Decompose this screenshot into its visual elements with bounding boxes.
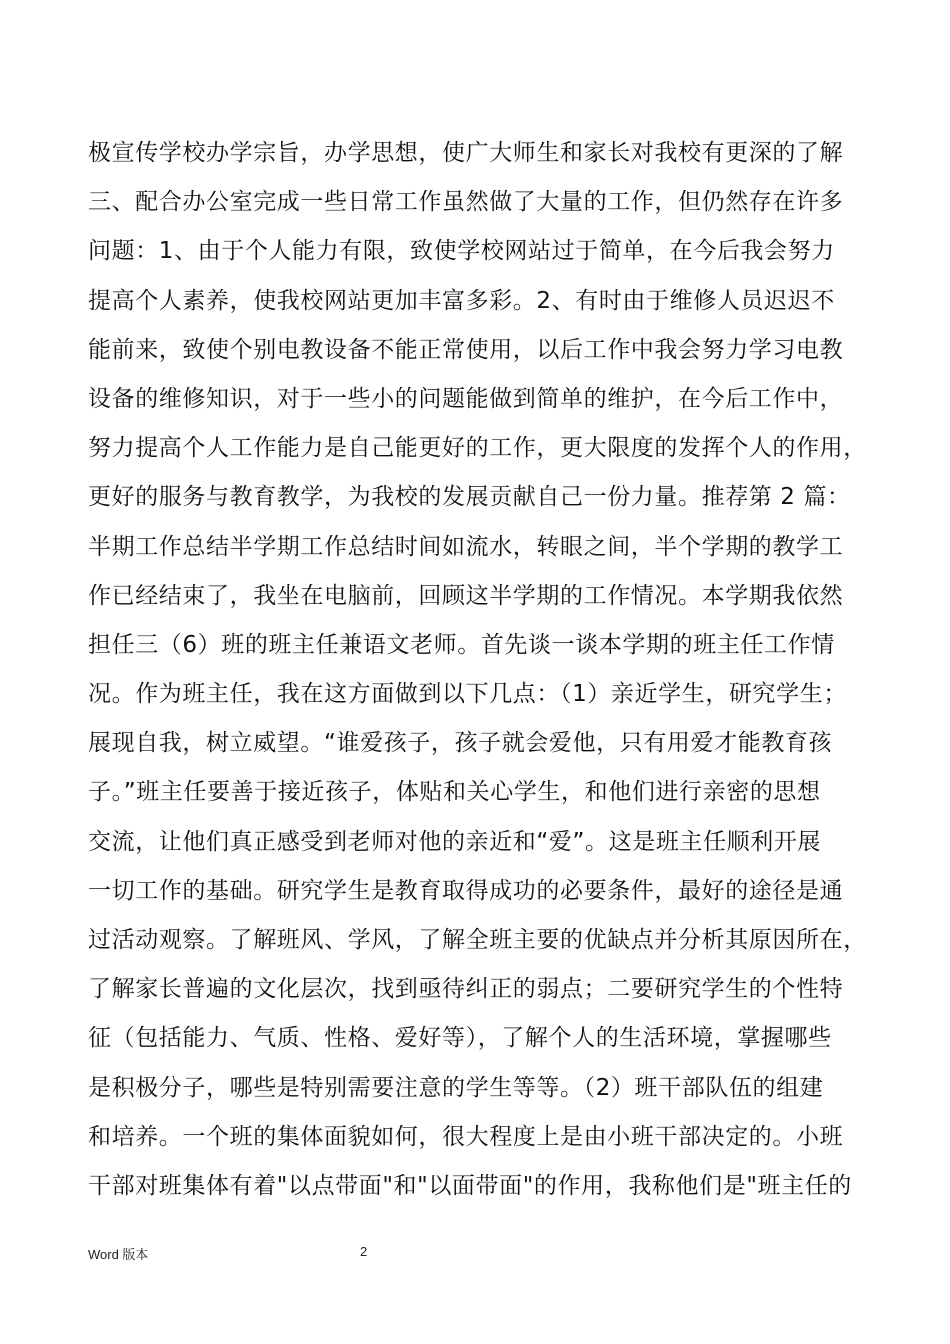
page-number: 2: [360, 1244, 368, 1259]
text-line: 作已经结束了，我坐在电脑前，回顾这半学期的工作情况。本学期我依然: [88, 582, 844, 609]
text-line: 设备的维修知识，对于一些小的问题能做到简单的维护，在今后工作中，: [88, 385, 844, 412]
text-line: 努力提高个人工作能力是自己能更好的工作，更大限度的发挥个人的作用，: [88, 435, 867, 462]
text-line: 问题：1、由于个人能力有限，致使学校网站过于简单，在今后我会努力: [88, 238, 835, 265]
text-line: 子。”班主任要善于接近孩子，体贴和关心学生，和他们进行亲密的思想: [88, 779, 821, 806]
text-line: 提高个人素养，使我校网站更加丰富多彩。2、有时由于维修人员迟迟不: [88, 287, 835, 314]
text-line: 过活动观察。了解班风、学风，了解全班主要的优缺点并分析其原因所在，: [88, 927, 867, 953]
text-line: 一切工作的基础。研究学生是教育取得成功的必要条件，最好的途径是通: [88, 877, 844, 904]
text-line: 展现自我，树立威望。“谁爱孩子，孩子就会爱他，只有用爱才能教育孩: [88, 730, 833, 757]
text-line: 交流，让他们真正感受到老师对他的亲近和“爱”。这是班主任顺利开展: [88, 828, 822, 855]
text-line: 半期工作总结半学期工作总结时间如流水，转眼之间，半个学期的教学工: [88, 533, 844, 560]
text-line: 况。作为班主任，我在这方面做到以下几点：（1）亲近学生，研究学生；: [88, 681, 847, 708]
text-line: 极宣传学校办学宗旨，办学思想，使广大师生和家长对我校有更深的了解: [88, 140, 844, 166]
text-line: 能前来，致使个别电教设备不能正常使用，以后工作中我会努力学习电教: [88, 336, 844, 363]
text-line: 是积极分子，哪些是特别需要注意的学生等等。（2）班干部队伍的组建: [88, 1074, 824, 1101]
text-line: 三、配合办公室完成一些日常工作虽然做了大量的工作，但仍然存在许多: [88, 189, 844, 216]
text-line: 了解家长普遍的文化层次，找到亟待纠正的弱点；二要研究学生的个性特: [88, 976, 844, 1003]
text-line: 更好的服务与教育教学，为我校的发展贡献自己一份力量。推荐第 2 篇：: [88, 484, 851, 511]
text-line: 征（包括能力、气质、性格、爱好等），了解个人的生活环境，掌握哪些: [88, 1025, 832, 1052]
footer-label: Word 版本: [88, 1247, 149, 1262]
body-text: [88, 129, 878, 1211]
text-line: 担任三（6）班的班主任兼语文老师。首先谈一谈本学期的班主任工作情: [88, 631, 835, 658]
text-line: 和培养。一个班的集体面貌如何，很大程度上是由小班干部决定的。小班: [88, 1123, 844, 1150]
text-line: 干部对班集体有着"以点带面"和"以面带面"的作用，我称他们是"班主任的: [88, 1172, 852, 1199]
